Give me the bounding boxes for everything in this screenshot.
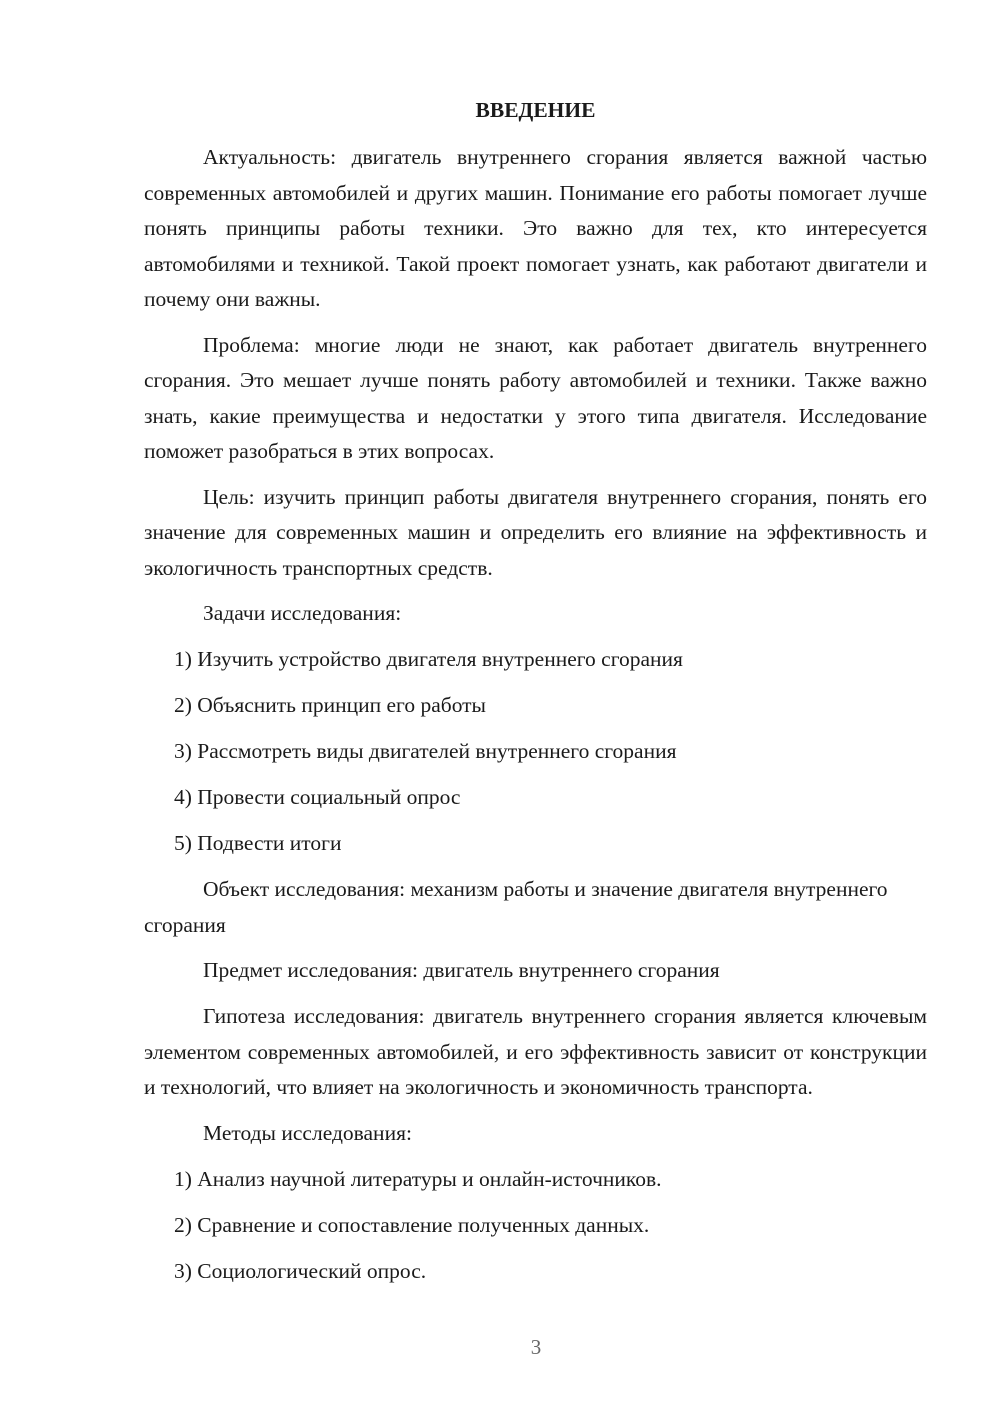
page-title: ВВЕДЕНИЕ bbox=[475, 98, 596, 122]
list-item: 4) Провести социальный опрос bbox=[174, 785, 461, 809]
problem-paragraph: Проблема: многие люди не знают, как работает двигатель внутреннего сгорания. Это мешает лучше понять работу автомобилей и техники. Также важно знать, какие преимущества и недостатки у этого типа двигателя. Исследование поможет разобраться в этих вопросах. bbox=[144, 332, 927, 463]
list-item: 2) Сравнение и сопоставление полученных данных. bbox=[174, 1212, 650, 1237]
list-item: 3) Рассмотреть виды двигателей внутреннего сгорания bbox=[174, 739, 677, 763]
subject-paragraph: Предмет исследования: двигатель внутреннего сгорания bbox=[203, 958, 720, 982]
list-item: 1) Изучить устройство двигателя внутреннего сгорания bbox=[174, 647, 683, 671]
list-item: 5) Подвести итоги bbox=[174, 831, 342, 855]
goal-paragraph: Цель: изучить принцип работы двигателя внутреннего сгорания, понять его значение для современных машин и определить его влияние на эффективность и экологичность транспортных средств. bbox=[144, 484, 927, 580]
tasks-heading: Задачи исследования: bbox=[203, 601, 402, 625]
object-paragraph: Объект исследования: механизм работы и значение двигателя внутреннего сгорания bbox=[144, 877, 888, 937]
page-number: 3 bbox=[530, 1335, 542, 1359]
relevance-paragraph: Актуальность: двигатель внутреннего сгорания является важной частью современных автомобилей и других машин. Понимание его работы помогает лучше понять принципы работы техники. Это важно для тех, кто интересуется автомобилями и техникой. Такой проект помогает узнать, как работают двигатели и почему они важны. bbox=[144, 145, 927, 311]
list-item: 3) Социологический опрос. bbox=[174, 1258, 427, 1283]
methods-heading: Методы исследования: bbox=[203, 1120, 412, 1145]
list-item: 1) Анализ научной литературы и онлайн-источников. bbox=[174, 1166, 662, 1191]
tasks-list bbox=[144, 642, 927, 862]
list-item: 2) Объяснить принцип его работы bbox=[174, 693, 487, 717]
hypothesis-paragraph: Гипотеза исследования: двигатель внутреннего сгорания является ключевым элементом современных автомобилей, и его эффективность зависит от конструкции и технологий, что влияет на экологичность и экономичность транспорта. bbox=[144, 1004, 927, 1099]
document-page bbox=[144, 88, 927, 1300]
methods-list bbox=[144, 1162, 927, 1290]
